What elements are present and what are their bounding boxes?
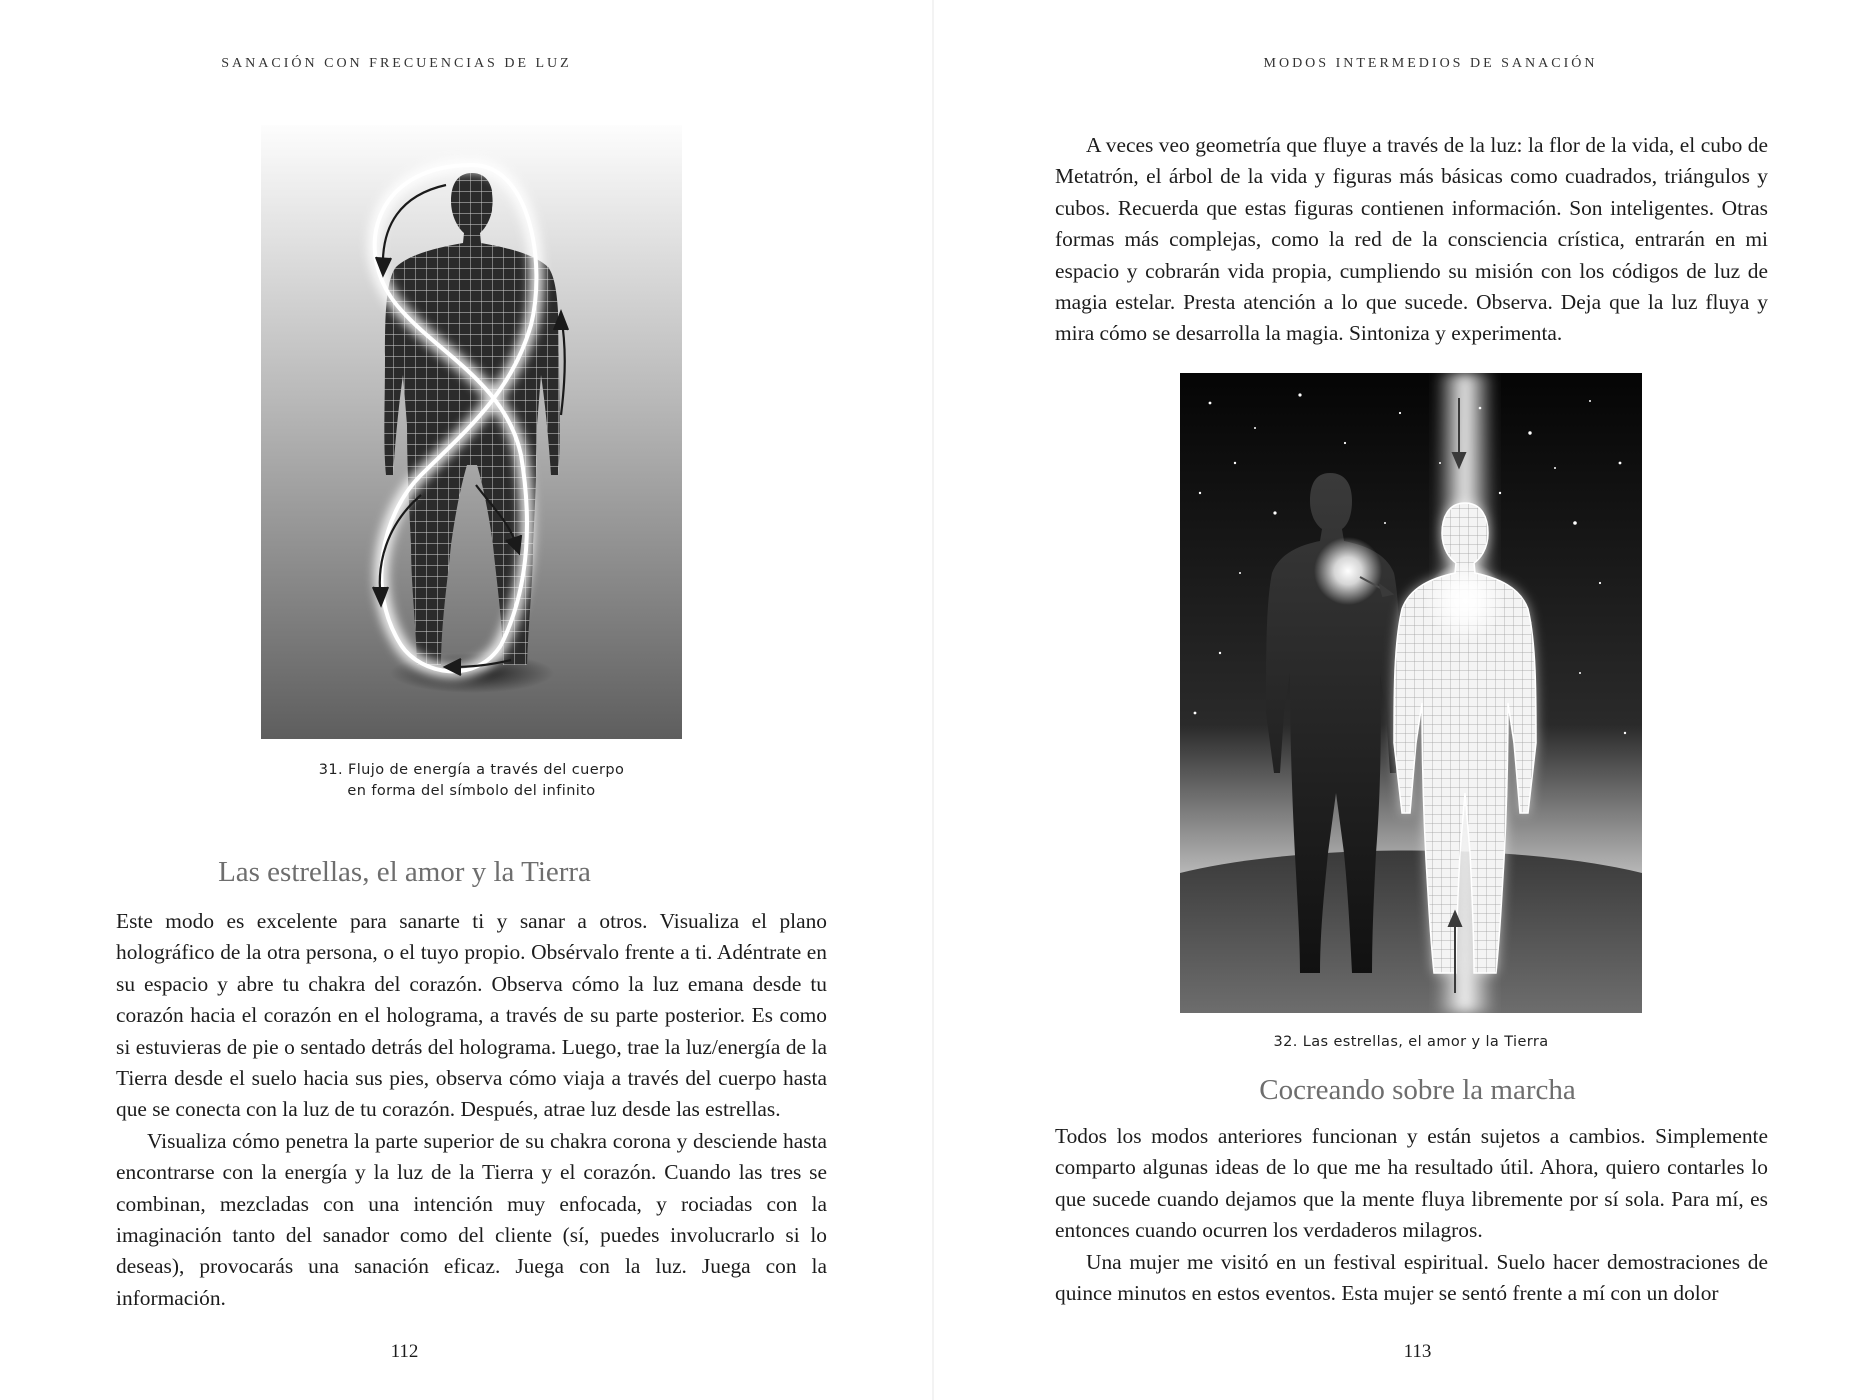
figure-31-caption	[261, 760, 682, 802]
right-intro-text	[1055, 130, 1768, 350]
left-body-text	[116, 906, 827, 1314]
caption-line-1: 31. Flujo de energía a través del cuerpo	[318, 762, 625, 778]
heart-light-dark-figure	[1314, 537, 1382, 605]
page-number-left: 112	[390, 1341, 419, 1362]
paragraph: Visualiza cómo penetra la parte superior de su chakra corona y desciende hasta encontrarse con la energía y la luz de la Tierra y el corazón. Cuando las tres se combinan, mezcladas con una intención muy enfocada, y rociadas con la imaginación tanto del sanador como del cliente (sí, puedes involucrarlo si lo deseas), provocarás una sanación eficaz. Juega con la luz. Juega con la información.	[116, 1128, 827, 1310]
section-title-left: Las estrellas, el amor y la Tierra	[218, 856, 591, 888]
heart-light-hologram	[1425, 561, 1505, 641]
caption-line-2: en forma del símbolo del infinito	[347, 783, 596, 799]
figure-32-stars-love-earth	[1180, 373, 1642, 1013]
section-title-right: Cocreando sobre la marcha	[1259, 1074, 1576, 1106]
running-head-left: SANACIÓN CON FRECUENCIAS DE LUZ	[221, 56, 572, 71]
right-page	[934, 0, 1867, 1400]
paragraph: Todos los modos anteriores funcionan y están sujetos a cambios. Simplemente comparto algunas ideas de lo que me ha resultado útil. Ahora, quiero contarles lo que sucede cuando dejamos que la mente fluya libremente por sí sola. Para mí, es entonces cuando ocurren los verdaderos milagros.	[1055, 1124, 1768, 1243]
page-number-right: 113	[1403, 1341, 1432, 1362]
paragraph: Este modo es excelente para sanarte ti y sanar a otros. Visualiza el plano holográfico de la otra persona, o el tuyo propio. Obsérvalo frente a ti. Adéntrate en su espacio y abre tu chakra del corazón. Observa cómo la luz emana desde tu corazón hacia el corazón en el holograma, a través de su parte posterior. Es como si estuvieras de pie o sentado detrás del holograma. Luego, trae la luz/energía de la Tierra desde el suelo hacia sus pies, observa cómo viaja a través del cuerpo hasta que se conecta con la luz de tu corazón. Después, atrae luz desde las estrellas.	[116, 909, 827, 1122]
paragraph: A veces veo geometría que fluye a través de la luz: la flor de la vida, el cubo de Metatrón, el árbol de la vida y figuras más básicas como cuadrados, triángulos y cubos. Recuerda que estas figuras contienen información. Son inteligentes. Otras formas más complejas, como la red de la consciencia crística, entrarán en mi espacio y cobrarán vida propia, cumpliendo su misión con los códigos de luz de magia estelar. Presta atención a lo que sucede. Observa. Deja que la luz fluya y mira cómo se desarrolla la magia. Sintoniza y experimenta.	[1055, 133, 1768, 346]
right-body-text	[1055, 1121, 1768, 1309]
figure-31-infinity-body	[261, 125, 682, 739]
running-head-right: MODOS INTERMEDIOS DE SANACIÓN	[1263, 56, 1598, 71]
paragraph: Una mujer me visitó en un festival espiritual. Suelo hacer demostraciones de quince minutos en estos eventos. Esta mujer se sentó frente a mí con un dolor	[1055, 1249, 1768, 1306]
earth-horizon	[1180, 851, 1642, 1014]
left-page	[0, 0, 933, 1400]
figure-32-caption: 32. Las estrellas, el amor y la Tierra	[1273, 1034, 1549, 1050]
